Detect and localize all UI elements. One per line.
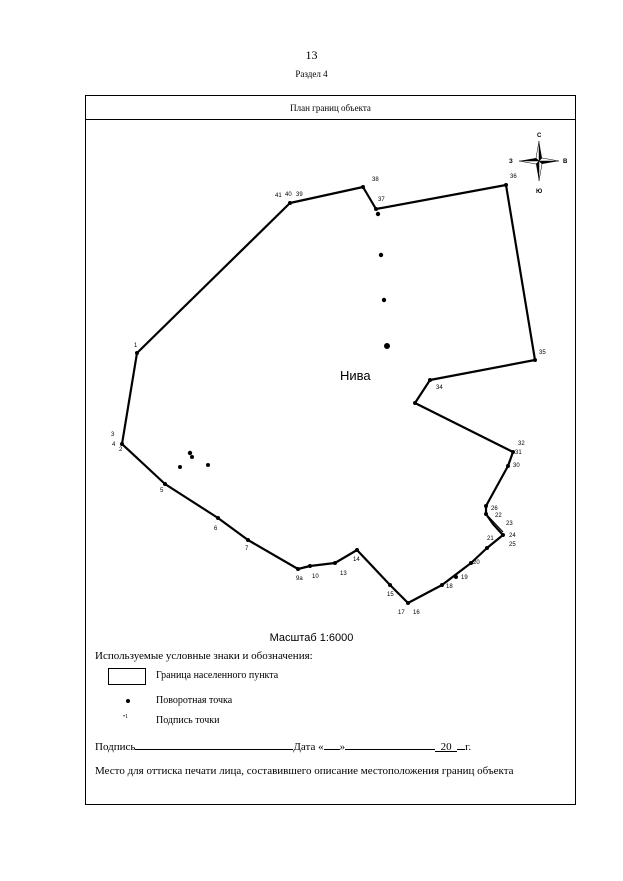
point-label: 5 xyxy=(160,488,164,494)
point-label: 4 xyxy=(112,442,116,448)
point-label: 40 xyxy=(285,192,292,198)
date-label: Дата « xyxy=(293,741,324,753)
date-close: » xyxy=(339,741,346,753)
legend-signature-symbol: •1 xyxy=(123,714,129,720)
legend-boundary-symbol xyxy=(108,668,146,685)
page-number: 13 xyxy=(305,48,318,62)
point-label: 9а xyxy=(296,576,303,582)
point-label: 38 xyxy=(372,177,379,183)
point-label: 36 xyxy=(510,174,517,180)
point-label: 21 xyxy=(487,536,494,542)
settlement-boundary xyxy=(122,185,535,603)
turning-points xyxy=(120,183,537,605)
settlement-name: Нива xyxy=(340,368,371,383)
point-label: 22 xyxy=(495,513,502,519)
point-label: 18 xyxy=(446,584,453,590)
date-day-line xyxy=(324,739,340,750)
signature-label: Подпись xyxy=(95,741,136,753)
map-scale: Масштаб 1:6000 xyxy=(269,632,354,644)
point-label: 39 xyxy=(296,192,303,198)
point-label: 13 xyxy=(340,571,347,577)
signature-row xyxy=(95,739,471,753)
legend-point-label: Поворотная точка xyxy=(156,695,233,706)
signature-line xyxy=(135,739,293,750)
point-label: 26 xyxy=(491,506,498,512)
point-label: 7 xyxy=(245,546,249,552)
compass-north: С xyxy=(537,133,542,139)
legend-signature-label: Подпись точки xyxy=(156,715,220,726)
point-label: 32 xyxy=(518,441,525,447)
point-label: 34 xyxy=(436,385,443,391)
point-label: 41 xyxy=(275,193,282,199)
point-label: 1 xyxy=(134,343,138,349)
point-label: 30 xyxy=(513,463,520,469)
point-label: 6 xyxy=(214,526,218,532)
year-line xyxy=(457,739,465,750)
section-title: Раздел 4 xyxy=(295,69,328,79)
point-label: 35 xyxy=(539,350,546,356)
frame-title: План границ объекта xyxy=(86,96,575,120)
point-label: 20 xyxy=(473,560,480,566)
point-label: 17 xyxy=(398,610,405,616)
compass-south: Ю xyxy=(536,189,543,195)
year-field: 20 xyxy=(435,741,457,752)
point-label: 15 xyxy=(387,592,394,598)
compass-east: В xyxy=(563,159,568,165)
legend-point-symbol xyxy=(126,699,130,703)
compass-rose-icon xyxy=(509,133,568,195)
point-label: 10 xyxy=(312,574,319,580)
point-label: 16 xyxy=(413,610,420,616)
point-label: 14 xyxy=(353,557,360,563)
stamp-place-text: Место для оттиска печати лица, составившего описание местоположения границ объекта xyxy=(95,765,514,777)
point-label: 37 xyxy=(378,197,385,203)
point-label: 2 xyxy=(119,447,123,453)
point-label: 25 xyxy=(509,542,516,548)
point-labels xyxy=(111,174,546,616)
point-label: 24 xyxy=(509,533,516,539)
compass-west: З xyxy=(509,159,513,165)
point-label: 23 xyxy=(506,521,513,527)
year-suffix: г. xyxy=(465,741,472,753)
point-label: 19 xyxy=(461,575,468,581)
date-month-line xyxy=(345,739,435,750)
point-label: 31 xyxy=(515,450,522,456)
point-label: 3 xyxy=(111,432,115,438)
legend-title: Используемые условные знаки и обозначения: xyxy=(95,650,313,662)
legend-boundary-label: Граница населенного пункта xyxy=(156,670,279,681)
